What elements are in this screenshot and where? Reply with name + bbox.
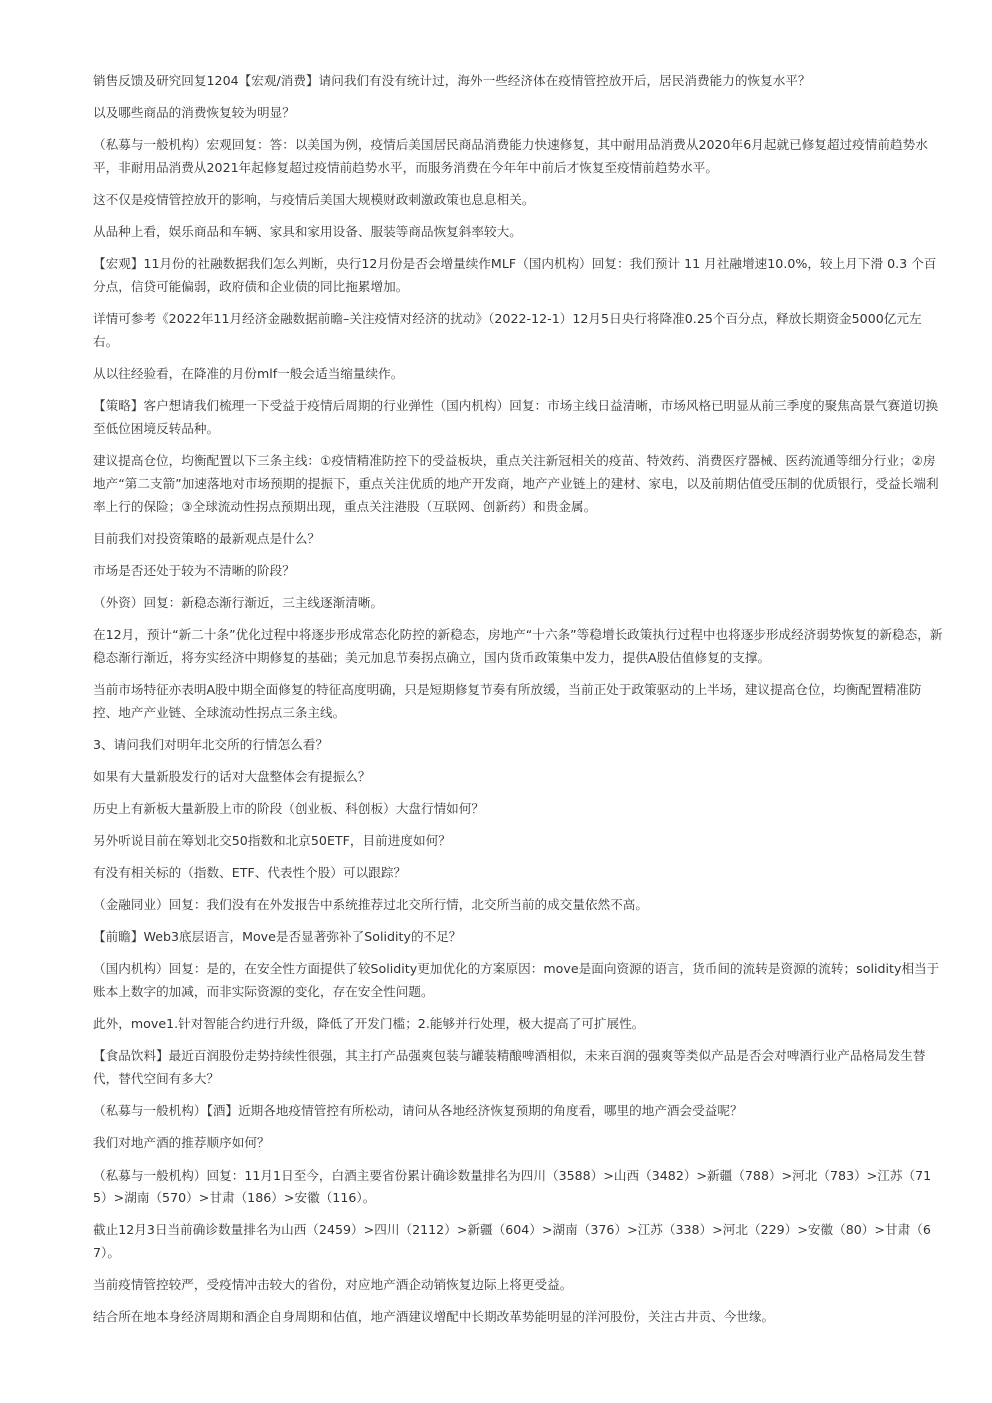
paragraph-consumer-goods-question: 以及哪些商品的消费恢复较为明显？ <box>93 105 295 121</box>
paragraph-a-share-features: 当前市场特征亦表明A股中期全面修复的特征高度明确，只是短期修复节奏有所放缓，当前正处于政策驱动的上半场，建议提高仓位，均衡配置精准防控、地产产业链、全球流动性拐点三条主线。 <box>93 681 922 720</box>
paragraph-control-benefit: 当前疫情管控较严，受疫情冲击较大的省份，对应地产酒企动销恢复边际上将更受益。 <box>93 1277 573 1293</box>
paragraph-recommendation: 结合所在地本身经济周期和酒企自身周期和估值，地产酒建议增配中长期改革势能明显的洋河股份，关注古井贡、今世缘。 <box>93 1309 775 1325</box>
paragraph-mlf-experience: 从以往经验看，在降准的月份mlf一般会适当缩量续作。 <box>93 366 404 382</box>
paragraph-foreign-reply: （外资）回复：新稳态渐行渐近，三主线逐渐清晰。 <box>93 594 384 610</box>
paragraph-liquor-question: （私募与一般机构）【酒】近期各地疫情管控有所松动，请问从各地经济恢复预期的角度看，哪里的地产酒会受益呢？ <box>93 1103 743 1119</box>
paragraph-fiscal-stimulus: 这不仅是疫情管控放开的影响，与疫情后美国大规模财政刺激政策也息息相关。 <box>93 192 535 208</box>
paragraph-current-cases: 截止12月3日当前确诊数量排名为山西（2459）>四川（2112）>新疆（604）>湖南（376）>江苏（338）>河北（229）>安徽（80）>甘肃（67）。 <box>93 1222 931 1261</box>
paragraph-three-themes: 建议提高仓位，均衡配置以下三条主线：①疫情精准防控下的受益板块，重点关注新冠相关的疫苗、特效药、消费医疗器械、医药流通等细分行业；②房地产“第二支箭”加速落地对市场预期的提振下，重点关注优质的地产开发商，地产产业链上的建材、家电，以及前期估值受压制的优质银行，受益长端利率上行的保险；③全球流动性拐点预期出现，重点关注港股（互联网、创新药）和贵金属。 <box>93 453 939 514</box>
paragraph-liquor-order-question: 我们对地产酒的推荐顺序如何？ <box>93 1135 270 1151</box>
paragraph-strategy-question: 【策略】客户想请我们梳理一下受益于疫情后周期的行业弹性（国内机构）回复：市场主线日益清晰，市场风格已明显从前三季度的聚焦高景气赛道切换至低位困境反转品种。 <box>93 398 939 436</box>
paragraph-product-categories: 从品种上看，娱乐商品和车辆、家具和家用设备、服装等商品恢复斜率较大。 <box>93 224 522 240</box>
paragraph-social-financing: 【宏观】11月份的社融数据我们怎么判断，央行12月份是否会增量续作MLF（国内机构）回复：我们预计 11 月社融增速10.0%，较上月下滑 0.3 个百分点，信贷可能偏弱，政府债和企业债的同比拖累增加。 <box>93 256 937 295</box>
paragraph-macro-reply: （私募与一般机构）宏观回复：答：以美国为例，疫情后美国居民商品消费能力快速修复，其中耐用品消费从2020年6月起就已修复超过疫情前趋势水平，非耐用品消费从2021年起修复超过疫情前趋势水平，而服务消费在今年年中前后才恢复至疫情前趋势水平。 <box>93 137 928 175</box>
paragraph-food-beverage-question: 【食品饮料】最近百润股份走势持续性很强，其主打产品强爽包装与罐装精酿啤酒相似，未来百润的强爽等类似产品是否会对啤酒行业产品格局发生替代，替代空间有多大？ <box>93 1048 926 1087</box>
paragraph-cumulative-cases: （私募与一般机构）回复：11月1日至今，白酒主要省份累计确诊数量排名为四川（3588）>山西（3482）>新疆（788）>河北（783）>江苏（715）>湖南（570）>甘肃（186）>安徽（116）。 <box>93 1167 932 1206</box>
paragraph-move-reply: （国内机构）回复：是的，在安全性方面提供了较Solidity更加优化的方案原因：move是面向资源的语言，货币间的流转是资源的流转；solidity相当于账本上数字的加减，而非实际资源的变化，存在安全性问题。 <box>93 961 940 1000</box>
paragraph-bse50-question: 另外听说目前在筹划北交50指数和北京50ETF，目前进度如何？ <box>93 833 451 849</box>
paragraph-ipo-question: 如果有大量新股发行的话对大盘整体会有提振么？ <box>93 768 371 784</box>
document-body <box>93 70 943 1338</box>
paragraph-report-reference: 详情可参考《2022年11月经济金融数据前瞻–关注疫情对经济的扰动》（2022-12-1）12月5日央行将降准0.25个百分点，释放长期资金5000亿元左右。 <box>93 311 922 349</box>
paragraph-bse-question: 3、请问我们对明年北交所的行情怎么看？ <box>93 736 329 752</box>
paragraph-history-question: 历史上有新板大量新股上市的阶段（创业板、科创板）大盘行情如何？ <box>93 800 485 816</box>
paragraph-tracking-question: 有没有相关标的（指数、ETF、代表性个股）可以跟踪？ <box>93 865 407 881</box>
paragraph-sales-feedback-question: 销售反馈及研究回复1204【宏观/消费】请问我们有没有统计过，海外一些经济体在疫情管控放开后，居民消费能力的恢复水平？ <box>93 73 811 88</box>
paragraph-web3-question: 【前瞻】Web3底层语言，Move是否显著弥补了Solidity的不足？ <box>93 929 462 945</box>
paragraph-market-clarity-question: 市场是否还处于较为不清晰的阶段？ <box>93 562 295 578</box>
paragraph-financial-reply: （金融同业）回复：我们没有在外发报告中系统推荐过北交所行情，北交所当前的成交量依然不高。 <box>93 897 649 913</box>
paragraph-latest-view-question: 目前我们对投资策略的最新观点是什么？ <box>93 530 321 546</box>
paragraph-december-outlook: 在12月，预计“新二十条”优化过程中将逐步形成常态化防控的新稳态，房地产“十六条”等稳增长政策执行过程中也将逐步形成经济弱势恢复的新稳态，新稳态渐行渐近，将夯实经济中期修复的基础；美元加息节奏拐点确立，国内货币政策集中发力，提供A股估值修复的支撑。 <box>93 627 943 665</box>
paragraph-move-upgrade: 此外，move1.针对智能合约进行升级，降低了开发门槛；2.能够并行处理，极大提高了可扩展性。 <box>93 1016 645 1032</box>
